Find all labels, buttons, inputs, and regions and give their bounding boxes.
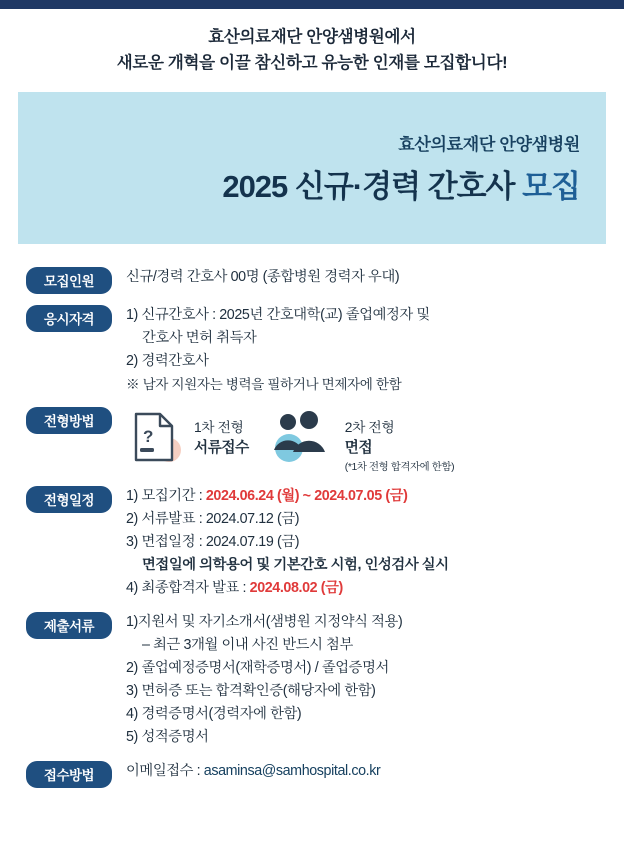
section-qualification bbox=[26, 304, 598, 395]
tag-qualification: 응시자격 bbox=[26, 305, 112, 332]
tag-documents: 제출서류 bbox=[26, 612, 112, 639]
tag-apply: 접수방법 bbox=[26, 761, 112, 788]
schedule-item-1-label: 1) 모집기간 : bbox=[126, 487, 206, 504]
apply-label: 이메일접수 : bbox=[126, 762, 204, 779]
documents-item-2: 2) 졸업예정증명서(재학증명서) / 졸업증명서 bbox=[126, 659, 389, 676]
schedule-item-4-value: 2024.08.02 (금) bbox=[249, 580, 343, 597]
hero-banner bbox=[18, 92, 606, 244]
headline-line-1: 효산의료재단 안양샘병원에서 bbox=[208, 28, 416, 46]
section-recruit-count bbox=[26, 266, 598, 294]
headline-line-2: 새로운 개혁을 이끌 참신하고 유능한 인재를 모집합니다! bbox=[116, 53, 508, 72]
apply-email[interactable]: asaminsa@samhospital.co.kr bbox=[203, 762, 381, 779]
hero-banner-text bbox=[222, 130, 580, 206]
schedule-item-2: 2) 서류발표 : 2024.07.12 (금) bbox=[126, 511, 300, 527]
qualification-line-2: 간호사 면허 취득자 bbox=[142, 330, 257, 347]
svg-text:?: ? bbox=[143, 426, 153, 446]
recruit-count-line-1: 신규/경력 간호사 00명 (종합병원 경력자 우대) bbox=[126, 269, 400, 286]
schedule-item-1 bbox=[126, 485, 598, 508]
qualification-line-3: 2) 경력간호사 bbox=[126, 353, 209, 370]
method-step-2-note: (*1차 전형 합격자에 한함) bbox=[344, 461, 455, 473]
section-schedule bbox=[26, 485, 598, 601]
schedule-item-3: 3) 면접일정 : 2024.07.19 (금) bbox=[126, 534, 300, 551]
method-step-1-value: 서류접수 bbox=[194, 439, 249, 456]
method-step-1-label: 1차 전형 bbox=[194, 419, 244, 435]
method-step-2 bbox=[271, 408, 454, 475]
body-documents bbox=[126, 611, 598, 750]
schedule-item-4-label: 4) 최종합격자 발표 : bbox=[126, 580, 250, 597]
method-step-1-text bbox=[194, 408, 249, 459]
hero-title bbox=[222, 161, 580, 206]
content-area bbox=[0, 244, 624, 815]
document-question-icon bbox=[126, 408, 184, 466]
tag-schedule: 전형일정 bbox=[26, 486, 112, 513]
schedule-item-1-value: 2024.06.24 (월) ~ 2024.07.05 (금) bbox=[205, 487, 408, 504]
documents-item-1-sub: – 최근 3개월 이내 사진 반드시 첨부 bbox=[142, 636, 353, 653]
apply-line bbox=[126, 760, 598, 783]
documents-item-3: 3) 면허증 또는 합격확인증(해당자에 한함) bbox=[126, 683, 376, 700]
tag-recruit-count: 모집인원 bbox=[26, 267, 112, 294]
section-documents bbox=[26, 611, 598, 750]
method-step-1 bbox=[126, 408, 249, 466]
body-qualification bbox=[126, 304, 598, 395]
body-schedule bbox=[126, 485, 598, 601]
method-steps bbox=[126, 408, 598, 475]
section-apply bbox=[26, 760, 598, 788]
qualification-line-1: 1) 신규간호사 : 2025년 간호대학(교) 졸업예정자 및 bbox=[126, 307, 430, 324]
schedule-item-4 bbox=[126, 577, 598, 600]
interview-people-icon bbox=[271, 408, 335, 466]
schedule-item-3-sub: 면접일에 의학용어 및 기본간호 시험, 인성검사 실시 bbox=[142, 557, 449, 574]
section-method bbox=[26, 406, 598, 475]
body-recruit-count bbox=[126, 266, 598, 289]
method-step-2-text bbox=[345, 408, 454, 475]
footer-spacer bbox=[26, 798, 598, 816]
method-step-2-value: 면접 bbox=[344, 439, 373, 456]
hero-title-main: 2025 신규·경력 간호사 bbox=[222, 169, 515, 205]
qualification-line-4: ※ 남자 지원자는 병력을 필하거나 면제자에 한함 bbox=[126, 376, 402, 392]
hero-title-accent: 모집 bbox=[522, 169, 580, 205]
documents-item-4: 4) 경력증명서(경력자에 한함) bbox=[126, 706, 302, 723]
documents-item-5: 5) 성적증명서 bbox=[126, 729, 209, 746]
tag-method: 전형방법 bbox=[26, 407, 112, 434]
hero-subtitle: 효산의료재단 안양샘병원 bbox=[398, 135, 580, 155]
documents-item-1: 1)지원서 및 자기소개서(샘병원 지정약식 적용) bbox=[126, 613, 403, 630]
top-bar bbox=[0, 0, 624, 9]
body-method bbox=[126, 406, 598, 475]
body-apply bbox=[126, 760, 598, 783]
headline-block bbox=[0, 9, 624, 88]
method-step-2-label: 2차 전형 bbox=[344, 419, 395, 435]
